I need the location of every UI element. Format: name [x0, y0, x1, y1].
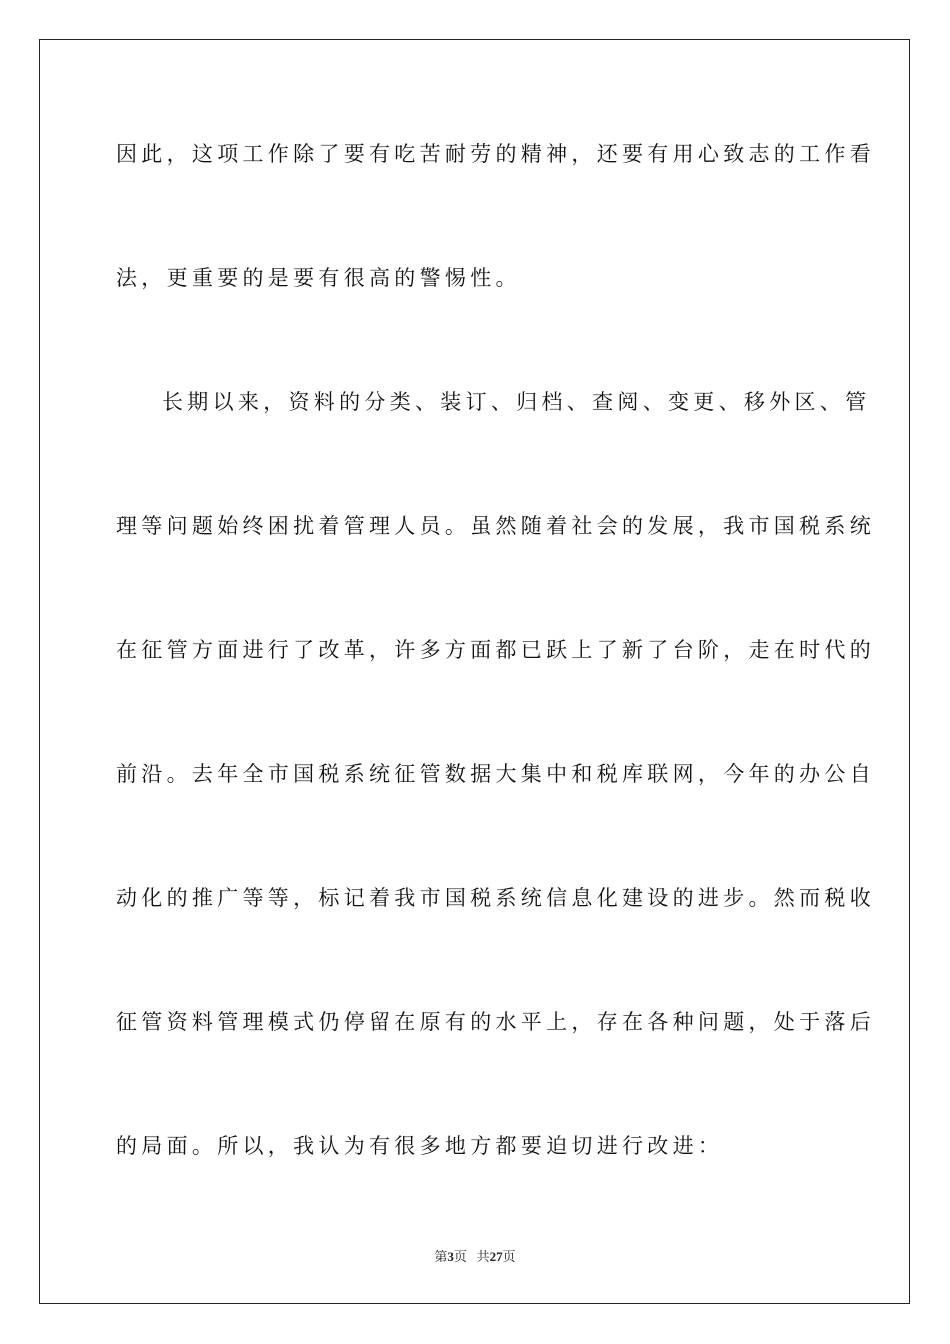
text-line: 理等问题始终困扰着管理人员。虽然随着社会的发展，我市国税系统: [116, 514, 875, 538]
text-line: 在征管方面进行了改革，许多方面都已跃上了新了台阶，走在时代的: [116, 638, 875, 662]
paragraph-start-line: 长期以来，资料的分类、装订、归档、查阅、变更、移外区、管: [162, 390, 871, 414]
text-line: 因此，这项工作除了要有吃苦耐劳的精神，还要有用心致志的工作看: [116, 142, 875, 166]
total-prefix: 共: [476, 1249, 490, 1264]
text-line: 法，更重要的是要有很高的警惕性。: [116, 266, 521, 290]
text-line: 前沿。去年全市国税系统征管数据大集中和税库联网，今年的办公自: [116, 762, 875, 786]
text-line: 动化的推广等等，标记着我市国税系统信息化建设的进步。然而税收: [116, 886, 875, 910]
page-footer: [0, 1246, 950, 1265]
page-suffix: 页: [453, 1249, 467, 1264]
total-suffix: 页: [502, 1249, 516, 1264]
text-line: 的局面。所以，我认为有很多地方都要迫切进行改进：: [116, 1134, 724, 1158]
page-border: [39, 39, 910, 1304]
page-prefix: 第: [434, 1249, 448, 1264]
total-pages: 27: [489, 1249, 503, 1264]
page-number: 3: [447, 1249, 454, 1264]
text-line: 征管资料管理模式仍停留在原有的水平上，存在各种问题，处于落后: [116, 1010, 875, 1034]
